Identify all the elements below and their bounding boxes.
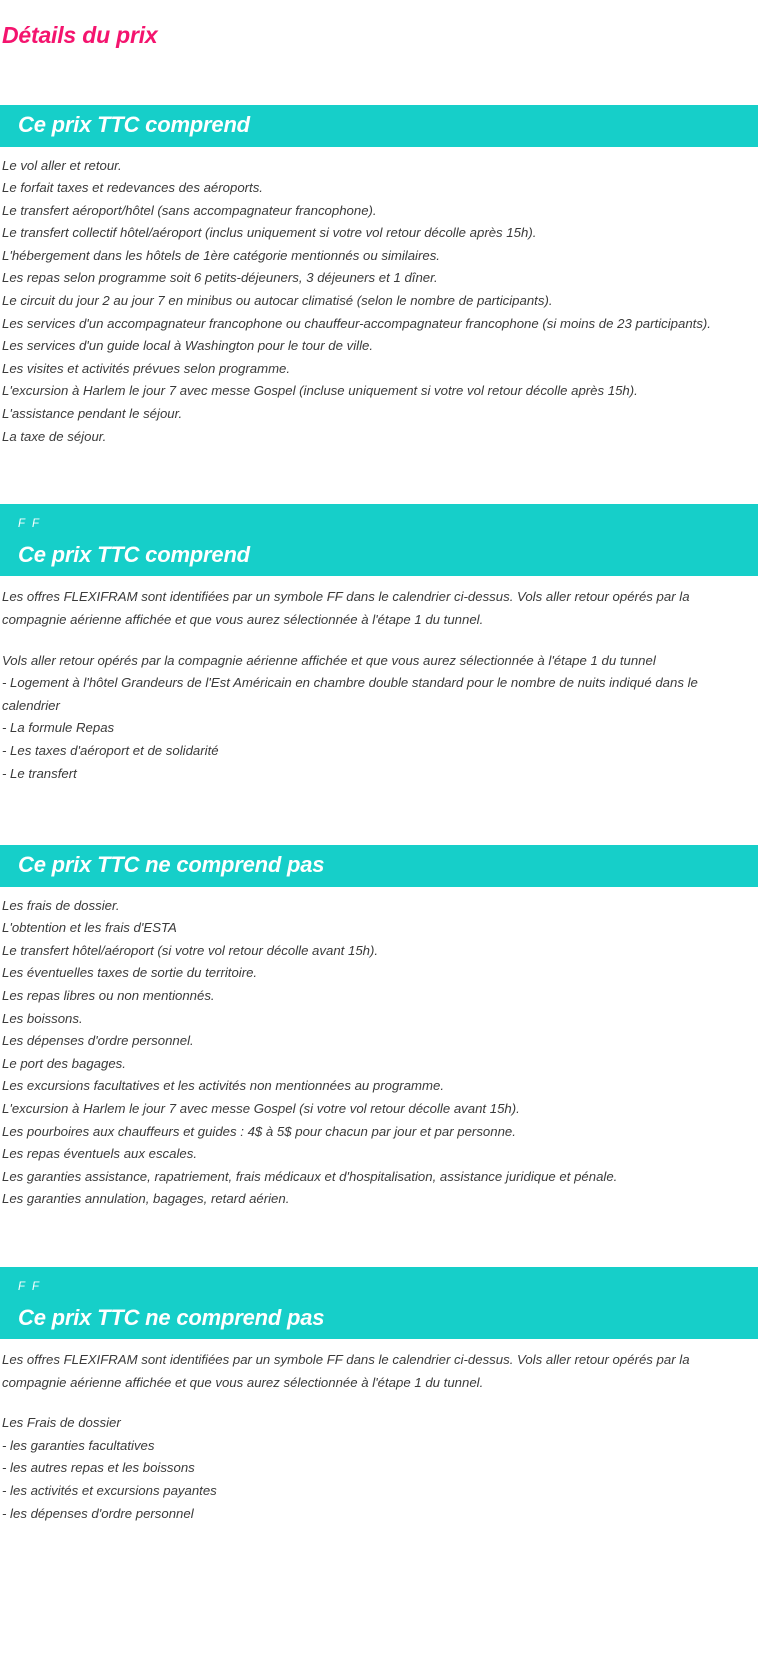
section-header-not-included-flexifram — [0, 1267, 758, 1339]
intro-paragraph: Les offres FLEXIFRAM sont identifiées par un symbole FF dans le calendrier ci-dessus. Vols aller retour opérés par la compagnie aérienne affichée et que vous aurez sélectionnée à l'étape 1 du tunnel. — [2, 589, 690, 627]
list-item: Les Frais de dossier — [2, 1415, 121, 1431]
list-item: Les pourboires aux chauffeurs et guides : 4$ à 5$ pour chacun par jour et par personne. — [2, 1123, 516, 1139]
list-item: - les dépenses d'ordre personnel — [2, 1505, 194, 1521]
section-not-included — [0, 845, 758, 1211]
spacer — [0, 1211, 758, 1267]
list-item: Le port des bagages. — [2, 1055, 126, 1071]
section-heading: Ce prix TTC ne comprend pas — [18, 1304, 325, 1330]
list-item: Les repas selon programme soit 6 petits-déjeuners, 3 déjeuners et 1 dîner. — [2, 270, 438, 286]
list-item: Vols aller retour opérés par la compagnie aérienne affichée et que vous aurez sélectionnée à l'étape 1 du tunnel — [2, 652, 656, 668]
list-item: Les dépenses d'ordre personnel. — [2, 1033, 194, 1049]
page-title: Détails du prix — [2, 22, 158, 48]
list-item: - Le transfert — [2, 765, 77, 781]
list-item: - Logement à l'hôtel Grandeurs de l'Est Américain en chambre double standard pour le nombre de nuits indiqué dans le calendrier — [2, 675, 698, 713]
list-item: Les excursions facultatives et les activités non mentionnées au programme. — [2, 1078, 445, 1094]
list-item: La taxe de séjour. — [2, 428, 107, 444]
list-item: Le transfert aéroport/hôtel (sans accompagnateur francophone). — [2, 202, 377, 218]
list-item: L'assistance pendant le séjour. — [2, 406, 183, 422]
included-flexifram-body — [0, 576, 758, 785]
list-item: Les frais de dossier. — [2, 897, 120, 913]
list-item: Les repas libres ou non mentionnés. — [2, 987, 215, 1003]
section-not-included-flexifram — [0, 1267, 758, 1525]
list-item: L'hébergement dans les hôtels de 1ère catégorie mentionnés ou similaires. — [2, 247, 440, 263]
section-header-included — [0, 105, 758, 147]
list-item: Les services d'un accompagnateur francophone ou chauffeur-accompagnateur francophone (si moins de 23 participants). — [2, 315, 711, 331]
list-item: L'excursion à Harlem le jour 7 avec messe Gospel (si votre vol retour décolle avant 15h). — [2, 1100, 520, 1116]
list-item: Le forfait taxes et redevances des aéroports. — [2, 180, 263, 196]
section-included-flexifram — [0, 504, 758, 785]
spacer — [0, 448, 758, 504]
list-item: Les services d'un guide local à Washington pour le tour de ville. — [2, 338, 374, 354]
section-heading: Ce prix TTC ne comprend pas — [18, 852, 325, 878]
list-item: Le vol aller et retour. — [2, 157, 122, 173]
list-item: Les visites et activités prévues selon programme. — [2, 360, 291, 376]
section-heading: Ce prix TTC comprend — [18, 112, 250, 137]
list-item: Les garanties annulation, bagages, retard aérien. — [2, 1191, 290, 1207]
section-included — [0, 105, 758, 448]
section-header-not-included — [0, 845, 758, 887]
list-item: Les garanties assistance, rapatriement, frais médicaux et d'hospitalisation, assistance juridique et pénale. — [2, 1168, 618, 1184]
list-item: Les boissons. — [2, 1010, 83, 1026]
list-item: Le circuit du jour 2 au jour 7 en minibus ou autocar climatisé (selon le nombre de participants). — [2, 293, 553, 309]
list-item: - Les taxes d'aéroport et de solidarité — [2, 742, 219, 758]
intro-paragraph: Les offres FLEXIFRAM sont identifiées par un symbole FF dans le calendrier ci-dessus. Vols aller retour opérés par la compagnie aérienne affichée et que vous aurez sélectionnée à l'étape 1 du tunnel. — [2, 1352, 690, 1390]
flexifram-badge: F F — [18, 1280, 42, 1293]
list-item: Le transfert hôtel/aéroport (si votre vol retour décolle avant 15h). — [2, 942, 379, 958]
list-item: L'obtention et les frais d'ESTA — [2, 920, 177, 936]
not-included-list — [0, 887, 758, 1211]
list-item: Les repas éventuels aux escales. — [2, 1146, 197, 1162]
flexifram-badge: F F — [18, 518, 42, 531]
list-item: - les autres repas et les boissons — [2, 1460, 195, 1476]
list-item: L'excursion à Harlem le jour 7 avec messe Gospel (incluse uniquement si votre vol retour décolle après 15h). — [2, 383, 638, 399]
list-item: - les garanties facultatives — [2, 1437, 155, 1453]
not-included-flexifram-body — [0, 1339, 758, 1525]
included-list — [0, 147, 758, 449]
list-item: - La formule Repas — [2, 720, 115, 736]
list-item: - les activités et excursions payantes — [2, 1483, 217, 1499]
spacer — [0, 49, 758, 105]
list-item: Les éventuelles taxes de sortie du territoire. — [2, 965, 258, 981]
section-header-included-flexifram — [0, 504, 758, 576]
spacer — [0, 785, 758, 845]
price-details-page — [0, 22, 758, 1525]
section-heading: Ce prix TTC comprend — [18, 541, 250, 567]
list-item: Le transfert collectif hôtel/aéroport (inclus uniquement si votre vol retour décolle après 15h). — [2, 225, 537, 241]
